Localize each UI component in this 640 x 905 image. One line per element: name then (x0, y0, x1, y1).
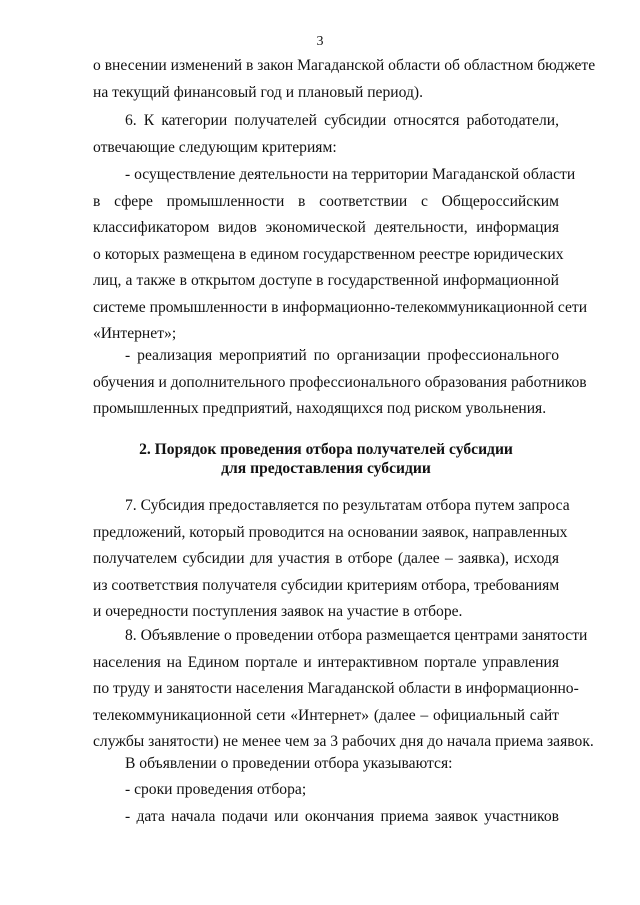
text-line: «Интернет»; (93, 325, 177, 342)
text-line: системе промышленности в информационно-телекоммуникационной сети (93, 298, 588, 316)
text-line: службы занятости) не менее чем за 3 рабочих дня до начала приема заявок. (93, 733, 594, 750)
text-line: на текущий финансовый год и плановый период). (93, 83, 423, 101)
text-line: - сроки проведения отбора; (125, 781, 307, 798)
paragraph-item-6-criterion-1 (93, 162, 588, 348)
paragraph-bullet-terms (93, 777, 559, 804)
text-line: классификатором видов экономической деятельности, информация (93, 219, 559, 236)
paragraph-item-7 (93, 493, 570, 626)
text-line: о внесении изменений в закон Магаданской области об областном бюджете (93, 57, 596, 74)
text-line: телекоммуникационной сети «Интернет» (далее – официальный сайт (93, 706, 559, 724)
section-heading-line-2: для предоставления субсидии (221, 460, 431, 477)
text-line: по труду и занятости населения Магаданской области в информационно- (93, 680, 579, 697)
text-line: получателем субсидии для участия в отборе (далее – заявка), исходя (93, 550, 559, 567)
text-line: промышленных предприятий, находящихся под риском увольнения. (93, 400, 547, 417)
paragraph-bullet-dates (93, 804, 559, 831)
text-line: из соответствия получателя субсидии критериям отбора, требованиям (93, 576, 560, 594)
text-line: в сфере промышленности в соответствии с Общероссийским (93, 192, 559, 210)
text-line: 7. Субсидия предоставляется по результатам отбора путем запроса (125, 497, 570, 514)
text-line: 6. К категории получателей субсидии относятся работодатели, (125, 112, 559, 129)
section-heading-line-1: 2. Порядок проведения отбора получателей субсидии (139, 441, 513, 458)
text-line: 8. Объявление о проведении отбора размещается центрами занятости (125, 627, 588, 644)
text-line: В объявлении о проведении отбора указываются: (125, 755, 453, 772)
paragraph-item-6-criterion-2 (93, 343, 587, 423)
text-line: - осуществление деятельности на территории Магаданской области (125, 166, 576, 183)
text-line: о которых размещена в едином государственном реестре юридических (93, 245, 564, 263)
page-number: 3 (316, 34, 324, 49)
text-line: - реализация мероприятий по организации профессионального (125, 347, 559, 364)
paragraph-item-8 (93, 623, 594, 756)
paragraph-continuation (93, 53, 596, 106)
paragraph-item-6 (93, 108, 559, 161)
text-line: населения на Едином портале и интерактивном портале управления (93, 653, 559, 671)
text-line: обучения и дополнительного профессионального образования работников (93, 373, 587, 391)
text-line: предложений, который проводится на основании заявок, направленных (93, 523, 568, 541)
text-line: лиц, а также в открытом доступе в государственной информационной (93, 272, 559, 289)
text-line: - дата начала подачи или окончания приема заявок участников (125, 808, 559, 825)
section-heading (93, 440, 559, 478)
paragraph-announcement-intro (93, 751, 559, 778)
text-line: и очередности поступления заявок на участие в отборе. (93, 603, 463, 620)
text-line: отвечающие следующим критериям: (93, 138, 337, 156)
